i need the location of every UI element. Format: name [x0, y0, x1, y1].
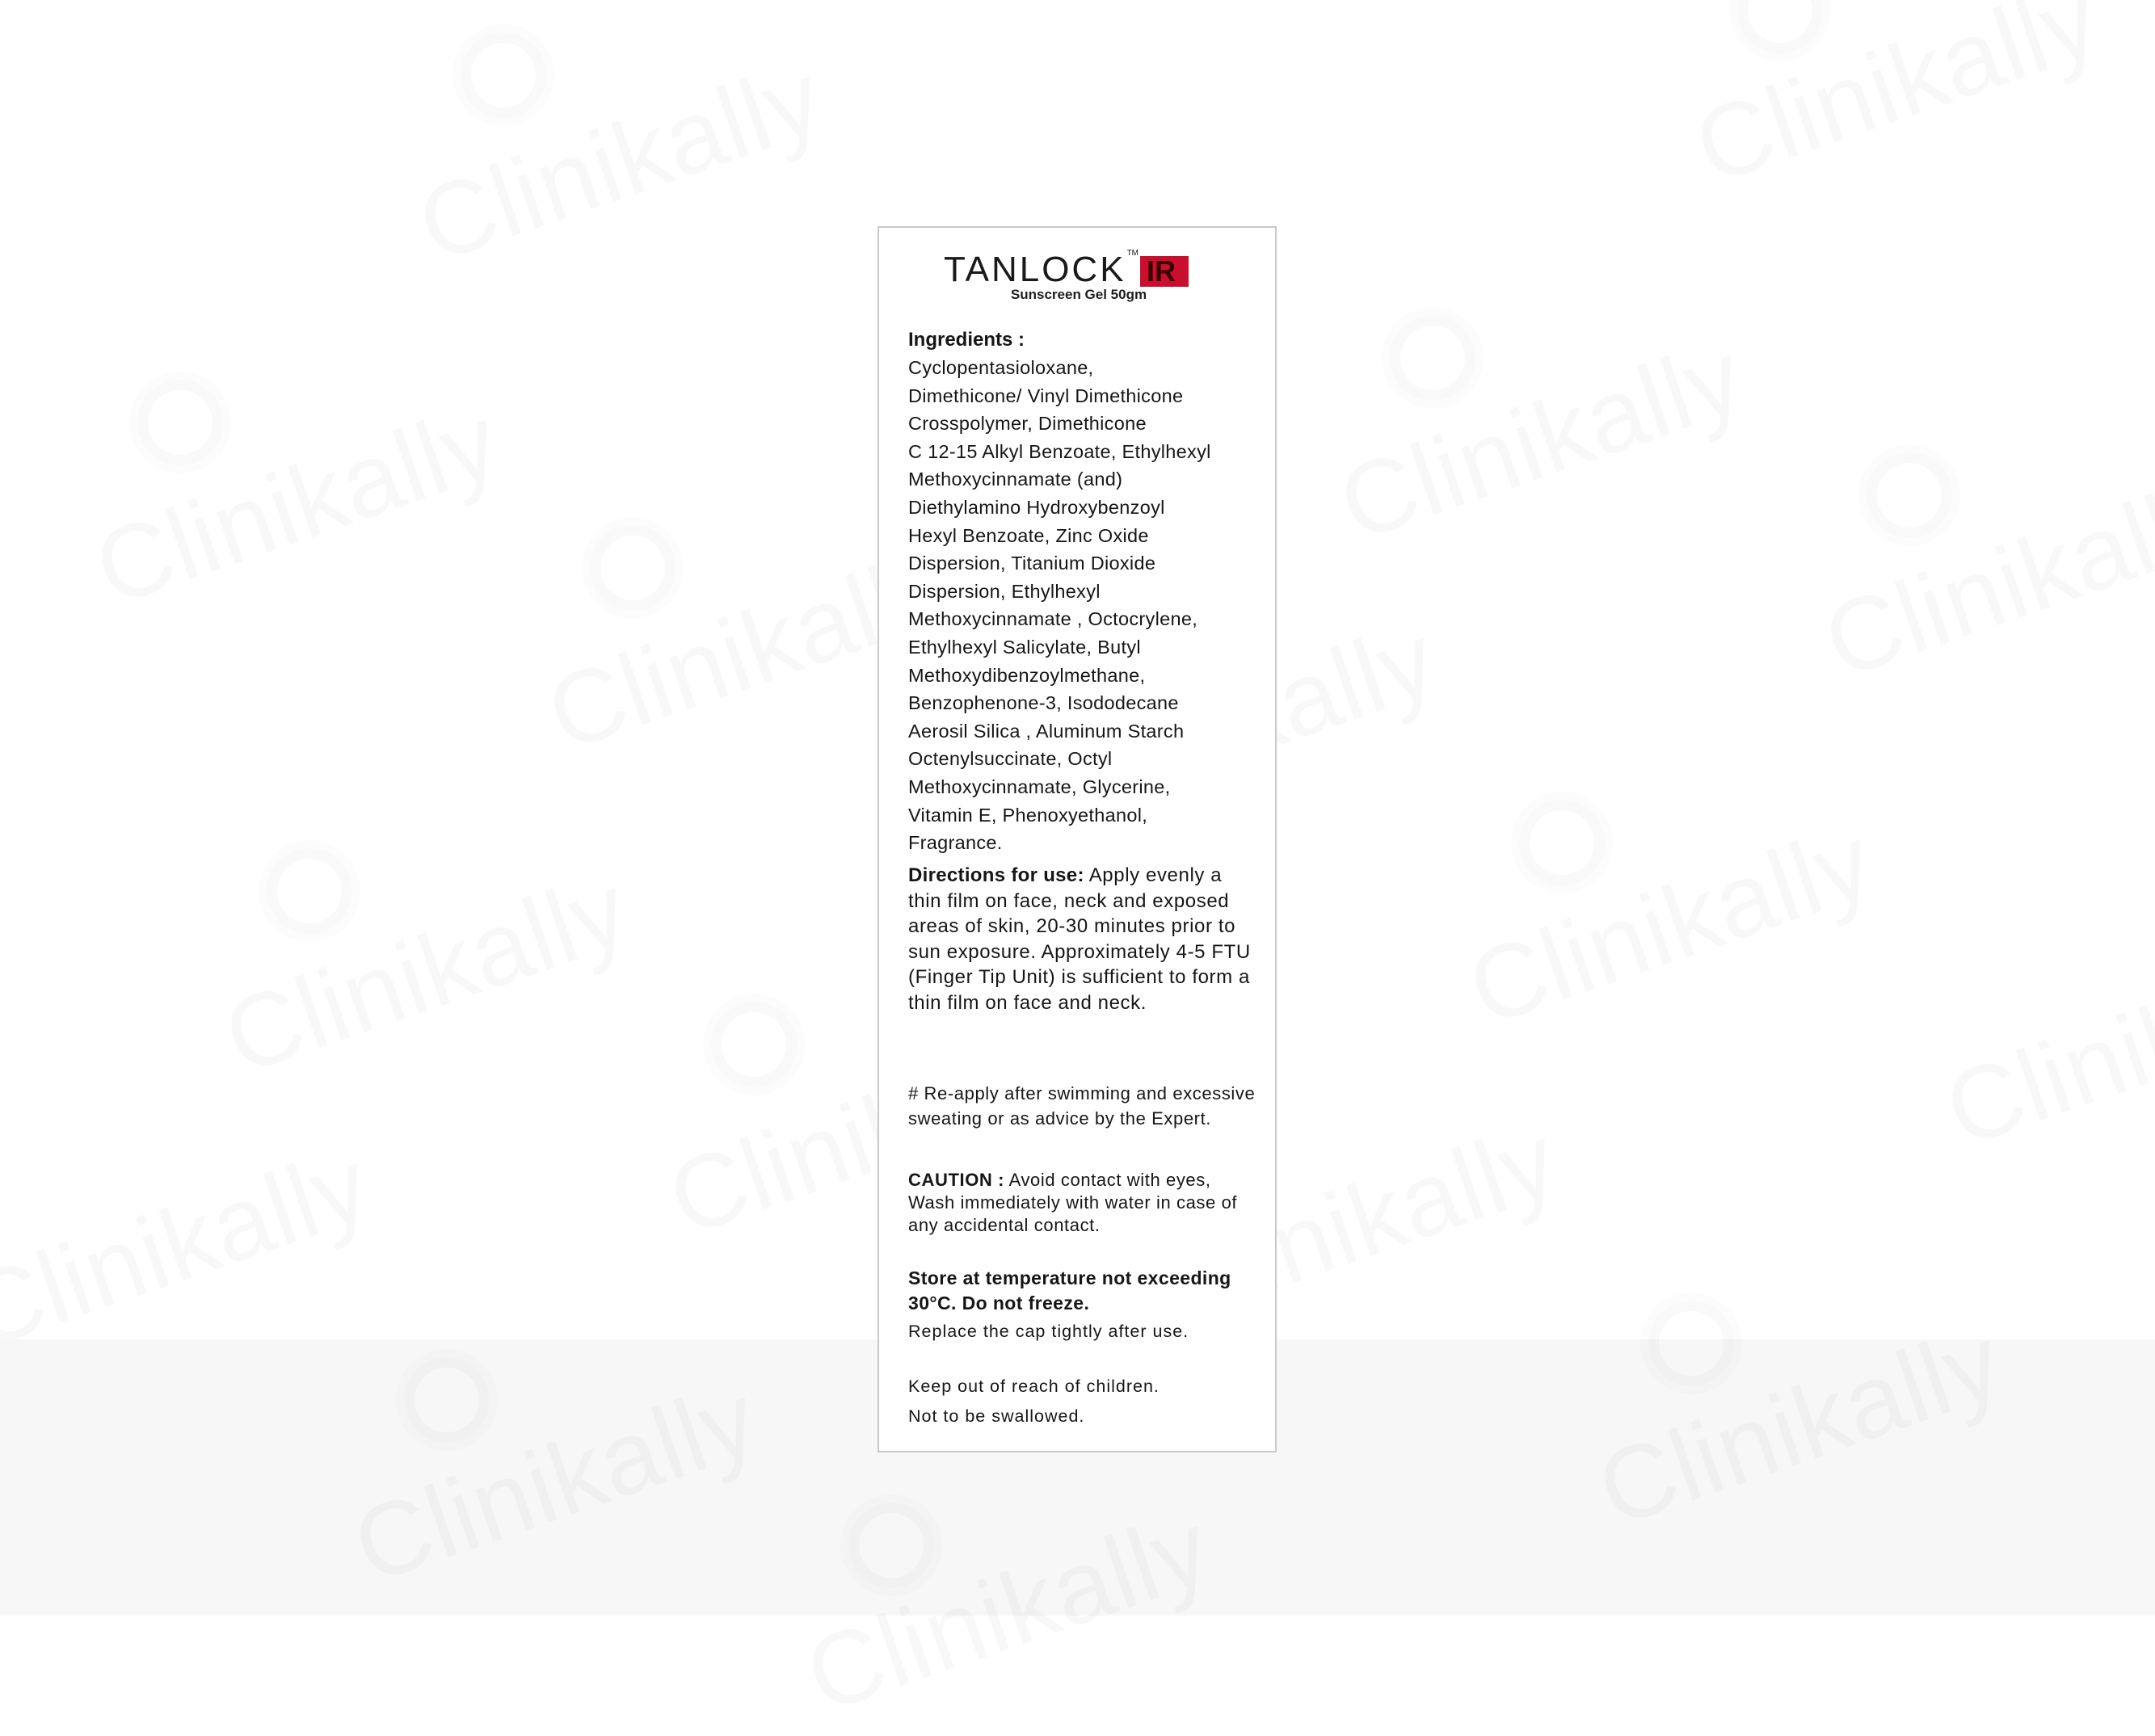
caution-heading: CAUTION :: [908, 1170, 1005, 1190]
watermark-logo-icon: [1527, 808, 1597, 877]
watermark-logo-icon: [719, 1010, 789, 1079]
watermark-logo-icon: [1745, 0, 1815, 45]
ingredients-section: [908, 326, 1261, 857]
ingredients-heading: Ingredients :: [908, 329, 1025, 351]
watermark-logo-icon: [1875, 460, 1944, 530]
watermark-logo-icon: [1656, 1309, 1726, 1378]
replace-cap-note: Replace the cap tightly after use.: [908, 1322, 1189, 1341]
watermark-logo-icon: [469, 40, 538, 110]
product-label: [878, 226, 1277, 1452]
watermark-logo-icon: [598, 533, 667, 603]
ingredients-list: Cyclopentasioloxane, Dimethicone/ Vinyl Dimethicone Crosspolymer, Dimethicone C 12-15 Alkyl Benzoate, Ethylhexyl Methoxycinnamate (and) Diethylamino Hydroxybenzoyl Hexyl Benzoate, Zinc Oxide Dispersion, Titanium Dioxide Dispersion, Ethylhexyl Methoxycinnamate , Octocrylene, Ethylhexyl Salicylate, Butyl Methoxydibenzoylmethane, Benzophenone-3, Isododecane Aerosil Silica , Aluminum Starch Octenylsuccinate, Octyl Methoxycinnamate, Glycerine, Vitamin E, Phenoxyethanol, Fragrance.: [908, 357, 1211, 854]
watermark-logo-icon: [857, 1511, 926, 1580]
directions-section: [908, 863, 1261, 1015]
product-subtitle: Sunscreen Gel 50gm: [1010, 287, 1147, 302]
watermark-text: [1454, 801, 1887, 1049]
watermark-text: [0, 1124, 384, 1372]
caution-section: [908, 1169, 1261, 1237]
trademark-mark: TM: [1126, 249, 1139, 258]
keep-away-note: Keep out of reach of children.: [908, 1377, 1160, 1396]
watermark-text: [1681, 0, 2113, 208]
watermark-logo-icon: [412, 1365, 482, 1435]
watermark-logo-icon: [1398, 323, 1467, 393]
storage-instructions: Store at temperature not exceeding 30°C. Do not freeze.: [908, 1267, 1231, 1314]
watermark-logo-icon: [145, 388, 215, 457]
brand-name: TANLOCK: [944, 250, 1126, 289]
brand-suffix-badge: IR: [1140, 256, 1189, 287]
not-swallow-note: Not to be swallowed.: [908, 1406, 1085, 1426]
watermark-logo-icon: [275, 856, 344, 926]
directions-text: Apply evenly a thin film on face, neck and exposed areas of skin, 20-30 minutes prior to sun exposure. Approximately 4-5 FTU (Finger Tip Unit) is sufficient to form a thin film on face and neck.: [908, 864, 1251, 1014]
directions-heading: Directions for use:: [908, 864, 1084, 886]
watermark-text: [1810, 454, 2155, 702]
caution-text: Avoid contact with eyes, Wash immediately with water in case of any accidental contact.: [908, 1170, 1238, 1235]
watermark-text: [1931, 923, 2155, 1171]
reapply-note: # Re-apply after swimming and excessive sweating or as advice by the Expert.: [908, 1083, 1256, 1129]
watermark-text: [1325, 317, 1757, 565]
